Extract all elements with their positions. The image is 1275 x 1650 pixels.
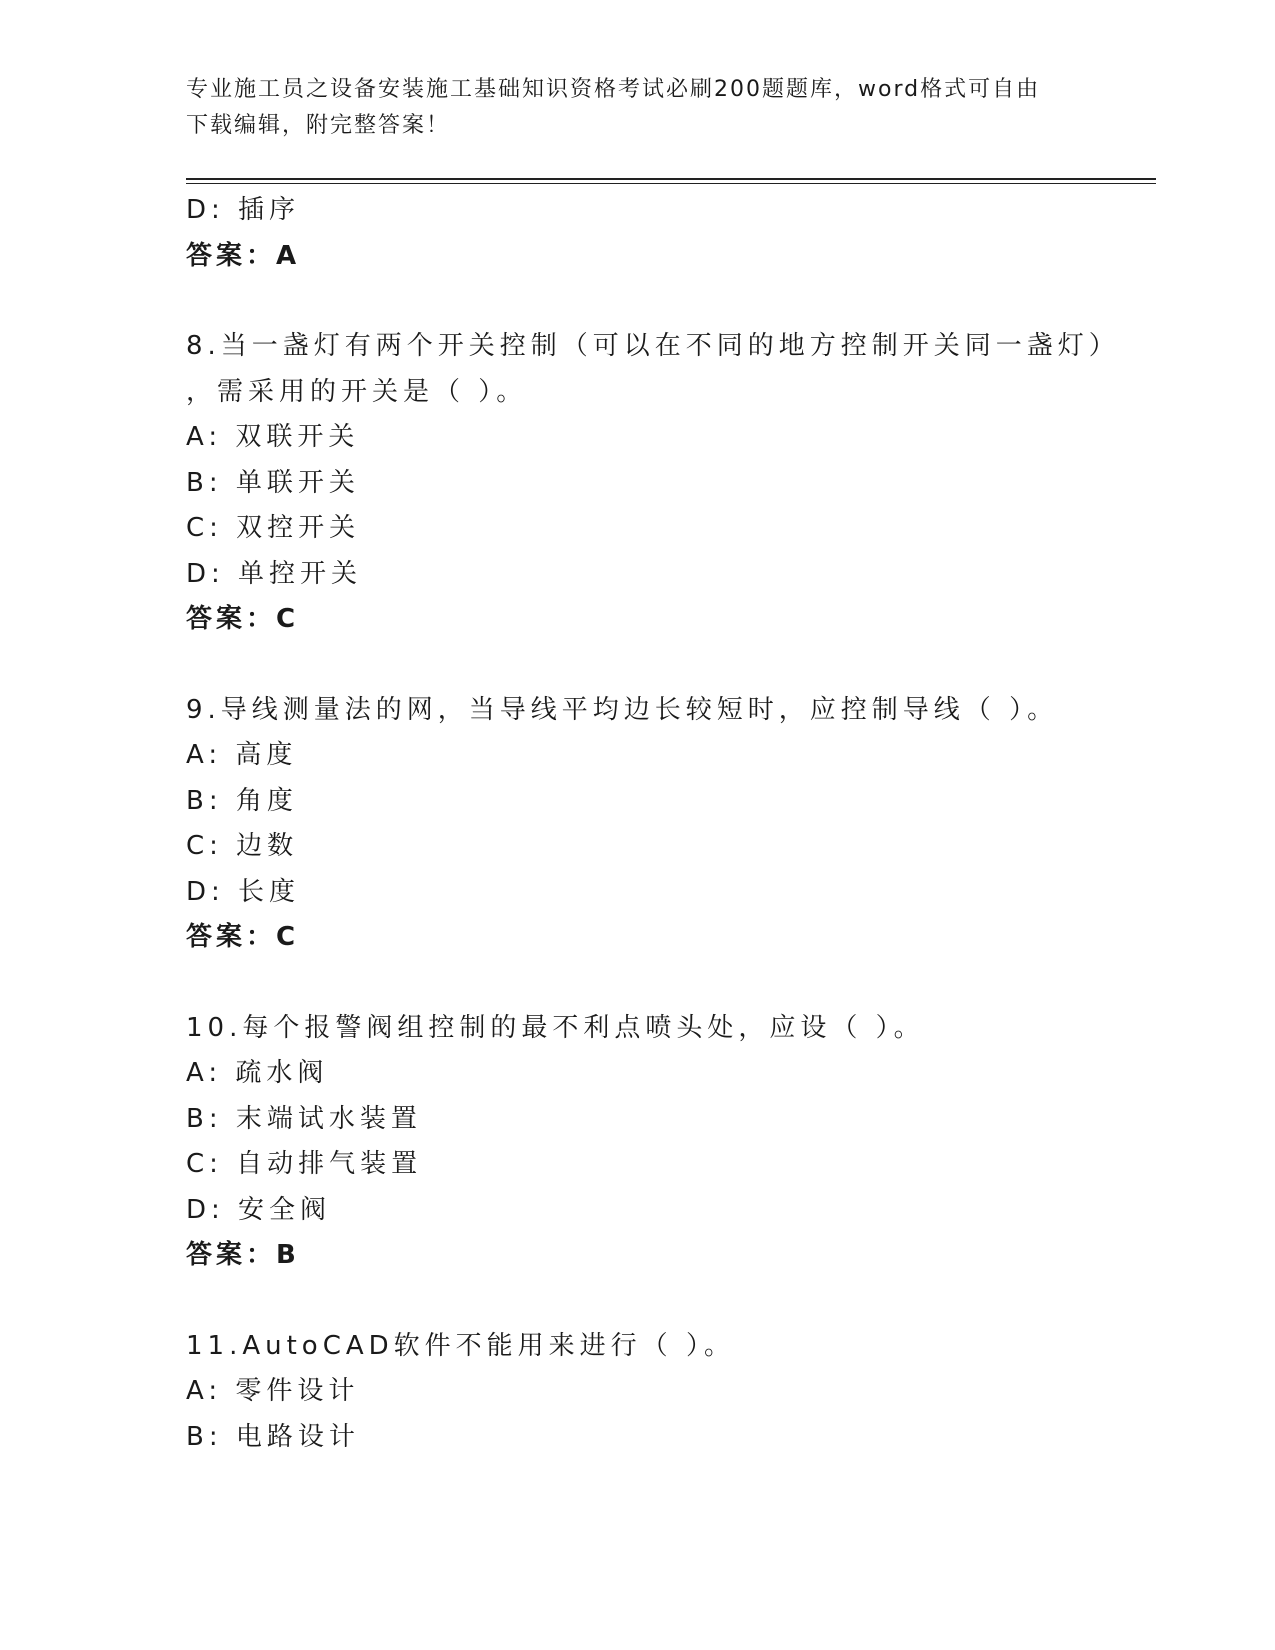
answer: 答案：C (186, 604, 300, 634)
spacer (186, 1279, 1146, 1324)
question-9 (186, 688, 1146, 961)
option-a: A: 零件设计 (186, 1376, 360, 1406)
option-a: A: 双联开关 (186, 422, 360, 452)
question-stem: 10.每个报警阀组控制的最不利点喷头处，应设（ ）。 (186, 1012, 925, 1043)
question-11 (186, 1324, 1146, 1461)
option-d: D: 安全阀 (186, 1194, 332, 1225)
question-list (186, 188, 1146, 1460)
option-b: B: 角度 (186, 785, 298, 816)
prev-option-d: D: 插序 (186, 195, 301, 225)
option-b: B: 单联开关 (186, 467, 360, 498)
spacer (186, 279, 1146, 324)
question-10 (186, 1006, 1146, 1279)
question-stem: 9.导线测量法的网，当导线平均边长较短时，应控制导线（ ）。 (186, 694, 1059, 725)
spacer (186, 961, 1146, 1006)
option-b: B: 电路设计 (186, 1421, 360, 1452)
option-c: C: 双控开关 (186, 513, 361, 543)
option-a: A: 疏水阀 (186, 1058, 329, 1088)
option-c: C: 自动排气装置 (186, 1149, 423, 1179)
question-stem: 11.AutoCAD软件不能用来进行（ ）。 (186, 1330, 735, 1361)
answer: 答案：C (186, 922, 300, 952)
question-stem-cont: ，需采用的开关是（ ）。 (186, 376, 528, 407)
header-divider (186, 178, 1156, 184)
question-8 (186, 324, 1146, 643)
header-line-1: 专业施工员之设备安装施工基础知识资格考试必刷200题题库，word格式可自由 (186, 77, 1041, 102)
option-d: D: 单控开关 (186, 558, 363, 589)
spacer (186, 643, 1146, 688)
option-b: B: 末端试水装置 (186, 1103, 422, 1134)
answer: 答案：B (186, 1240, 300, 1270)
prev-answer: 答案：A (186, 240, 301, 271)
header-line-2: 下载编辑，附完整答案！ (186, 113, 451, 138)
question-stem: 8.当一盏灯有两个开关控制（可以在不同的地方控制开关同一盏灯） (186, 331, 1120, 361)
option-d: D: 长度 (186, 876, 301, 907)
document-header (186, 72, 1086, 144)
option-c: C: 边数 (186, 831, 299, 861)
option-a: A: 高度 (186, 740, 298, 770)
